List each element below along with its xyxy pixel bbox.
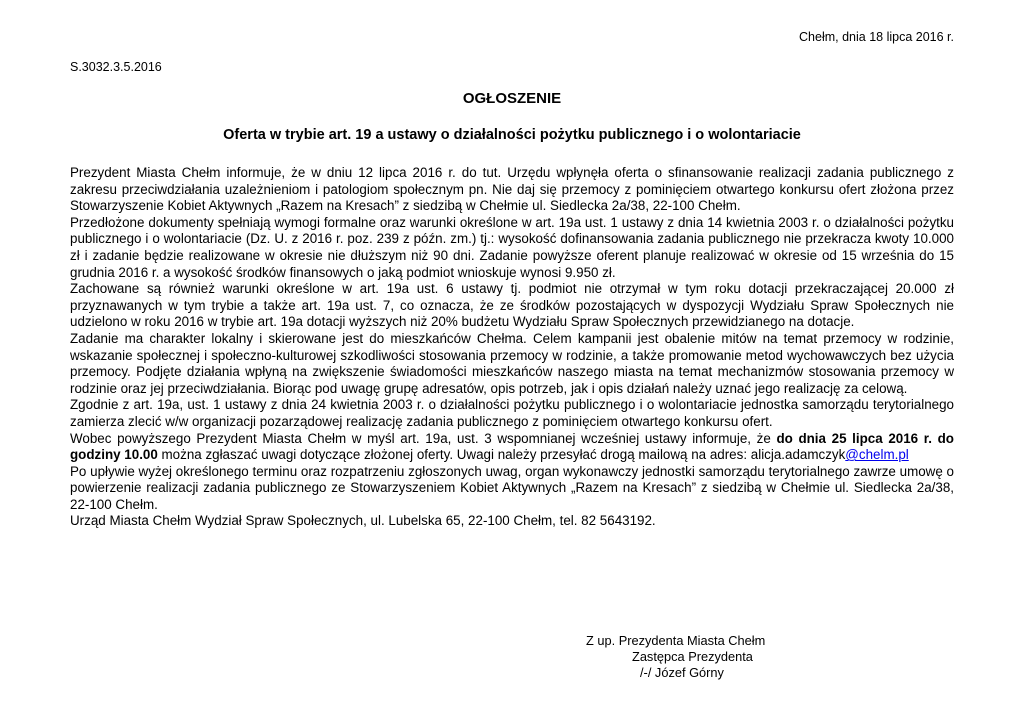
paragraph-contact: Urząd Miasta Chełm Wydział Spraw Społecznych, ul. Lubelska 65, 22-100 Chełm, tel. 82 5643192. xyxy=(70,513,656,529)
paragraph-comments-notice xyxy=(70,431,954,464)
document-date: Chełm, dnia 18 lipca 2016 r. xyxy=(799,30,954,44)
notice-deadline: do dnia 25 lipca 2016 r. do godziny 10.00 xyxy=(70,430,954,463)
paragraph-task-description: Zadanie ma charakter lokalny i skierowane jest do mieszkańców Chełma. Celem kampanii jest obalenie mitów na temat przemocy w rodzinie, wskazanie społecznej i społeczno-kulturowej szkodliwości stosowania przemocy w rodzinie, a także promowanie metod wychowawczych bez użycia przemocy. Podjęte działania wpłyną na zwiększenie świadomości mieszkańców naszego miasta na temat mechanizmów stosowania przemocy w rodzinie oraz jej przeciwdziałania. Biorąc pod uwagę grupę adresatów, opis potrzeb, jak i opis działań należy uznać jego realizację za celową. xyxy=(70,330,954,396)
paragraph-offer-received: Prezydent Miasta Chełm informuje, że w dniu 12 lipca 2016 r. do tut. Urzędu wpłynęła oferta o sfinansowanie realizacji zadania publicznego z zakresu przeciwdziałania uzależnieniom i patologiom społecznym pn. Nie daj się przemocy z pominięciem otwartego konkursu ofert złożona przez Stowarzyszenie Kobiet Aktywnych „Razem na Kresach” z siedzibą w Chełmie ul. Siedlecka 2a/38, 22-100 Chełm. xyxy=(70,165,954,214)
paragraph-conditions: Zachowane są również warunki określone w art. 19a ust. 6 ustawy tj. podmiot nie otrzymał w tym roku dotacji przekraczającej 20.000 zł przyznawanych w tym trybie a także art. 19a ust. 7, co oznacza, że ze środków pozostających w dyspozycji Wydziału Spraw Społecznych nie udzielono w roku 2016 w trybie art. 19a dotacji wyższych niż 20% budżetu Wydziału Spraw Społecznych przewidzianego na dotacje. xyxy=(70,281,954,330)
notice-text-after: można zgłaszać uwagi dotyczące złożonej oferty. Uwagi należy przesyłać drogą mailową na adres: xyxy=(157,447,751,463)
paragraph-formal-requirements: Przedłożone dokumenty spełniają wymogi formalne oraz warunki określone w art. 19a ust. 1 ustawy z dnia 14 kwietnia 2003 r. o działalności pożytku publicznego i o wolontariacie (Dz. U. z 2016 r. poz. 239 z późn. zm.) tj.: wysokość dofinansowania zadania publicznego nie przekracza kwoty 10.000 zł i zadanie będzie realizowane w okresie nie dłuższym niż 90 dni. Zadanie powyższe oferent planuje realizować w okresie od 15 września do 15 grudnia 2016 r. a wysokość środków finansowych o jaką podmiot wnioskuje wynosi 9.950 zł. xyxy=(70,214,954,280)
page-subtitle: Oferta w trybie art. 19 a ustawy o działalności pożytku publicznego i o wolontariacie xyxy=(223,127,801,143)
paragraph-legal-basis: Zgodnie z art. 19a, ust. 1 ustawy z dnia 24 kwietnia 2003 r. o działalności pożytku publicznego i o wolontariacie jednostka samorządu terytorialnego zamierza zlecić w/w organizacji pozarządowej realizację zadania publicznego z pominięciem otwartego konkursu ofert. xyxy=(70,397,954,429)
signature-line-3: /-/ Józef Górny xyxy=(640,665,724,680)
announcement-body xyxy=(70,165,954,530)
notice-text-before: Wobec powyższego Prezydent Miasta Chełm w myśl art. 19a, ust. 3 wspomnianej wcześniej ustawy informuje, że xyxy=(70,430,777,446)
signature-line-2: Zastępca Prezydenta xyxy=(632,649,753,664)
signature-block xyxy=(586,633,765,681)
email-link[interactable]: @chelm.pl xyxy=(845,447,909,463)
email-user: alicja.adamczyk xyxy=(750,447,846,463)
page-title: OGŁOSZENIE xyxy=(462,90,562,107)
reference-number: S.3032.3.5.2016 xyxy=(70,60,162,74)
paragraph-contract: Po upływie wyżej określonego terminu oraz rozpatrzeniu zgłoszonych uwag, organ wykonawczy jednostki samorządu terytorialnego zawrze umowę o powierzenie realizacji zadania publicznego ze Stowarzyszeniem Kobiet Aktywnych „Razem na Kresach” z siedzibą w Chełmie ul. Siedlecka 2a/38, 22-100 Chełm. xyxy=(70,463,954,512)
signature-line-1: Z up. Prezydenta Miasta Chełm xyxy=(586,633,766,648)
